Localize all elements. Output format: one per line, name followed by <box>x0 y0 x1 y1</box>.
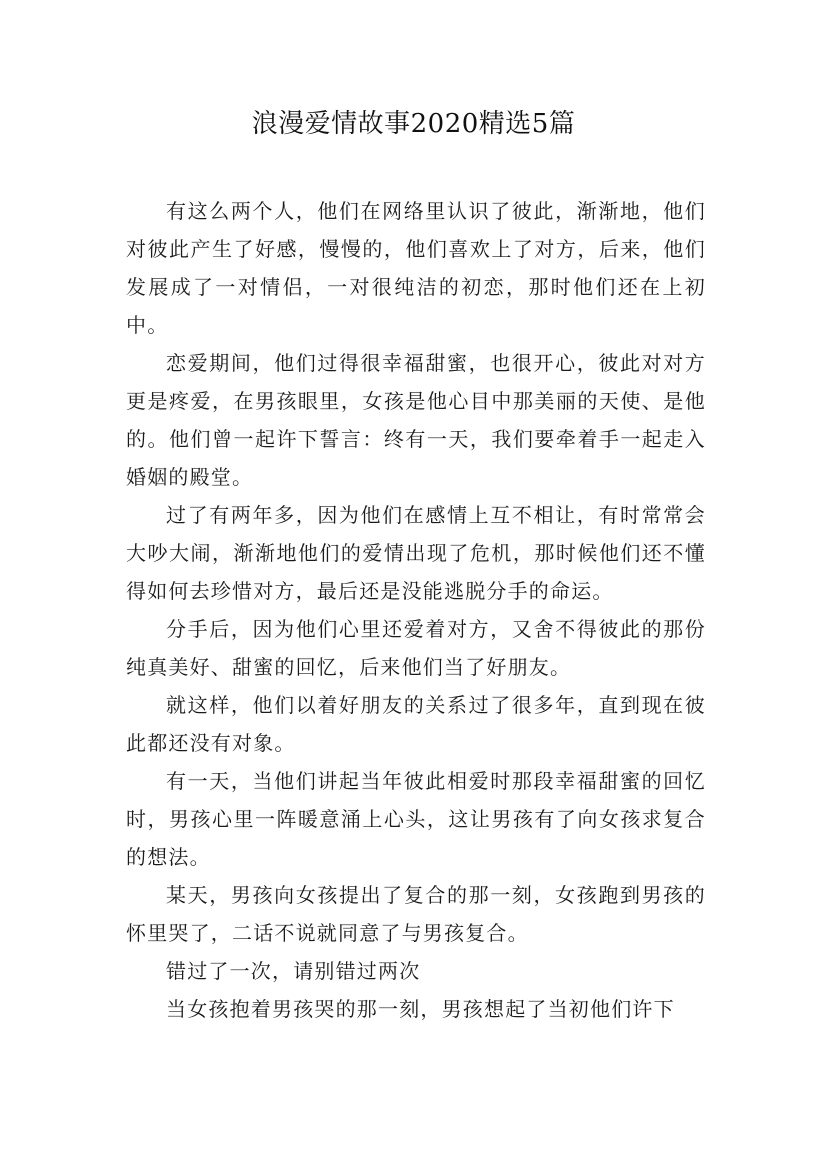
paragraph-3: 过了有两年多，因为他们在感情上互不相让，有时常常会大吵大闹，渐渐地他们的爱情出现了危机，那时候他们还不懂得如何去珍惜对方，最后还是没能逃脱分手的命运。 <box>126 503 706 603</box>
document-body <box>126 192 706 1028</box>
paragraph-8: 错过了一次，请别错过两次 <box>166 959 421 983</box>
paragraph-1: 有这么两个人，他们在网络里认识了彼此，渐渐地，他们对彼此产生了好感，慢慢的，他们喜欢上了对方，后来，他们发展成了一对情侣，一对很纯洁的初恋，那时他们还在上初中。 <box>126 199 706 337</box>
document-title: 浪漫爱情故事2020精选5篇 <box>251 109 576 139</box>
paragraph-4: 分手后，因为他们心里还爱着对方，又舍不得彼此的那份纯真美好、甜蜜的回忆，后来他们当了好朋友。 <box>126 617 706 679</box>
paragraph-7: 某天，男孩向女孩提出了复合的那一刻，女孩跑到男孩的怀里哭了，二话不说就同意了与男孩复合。 <box>126 883 706 945</box>
paragraph-6: 有一天，当他们讲起当年彼此相爱时那段幸福甜蜜的回忆时，男孩心里一阵暖意涌上心头，这让男孩有了向女孩求复合的想法。 <box>126 769 706 869</box>
paragraph-9: 当女孩抱着男孩哭的那一刻，男孩想起了当初他们许下 <box>166 997 675 1021</box>
paragraph-5: 就这样，他们以着好朋友的关系过了很多年，直到现在彼此都还没有对象。 <box>126 693 706 755</box>
paragraph-2: 恋爱期间，他们过得很幸福甜蜜，也很开心，彼此对对方更是疼爱，在男孩眼里，女孩是他心目中那美丽的天使、是他的。他们曾一起许下誓言：终有一天，我们要牵着手一起走入婚姻的殿堂。 <box>126 351 706 489</box>
